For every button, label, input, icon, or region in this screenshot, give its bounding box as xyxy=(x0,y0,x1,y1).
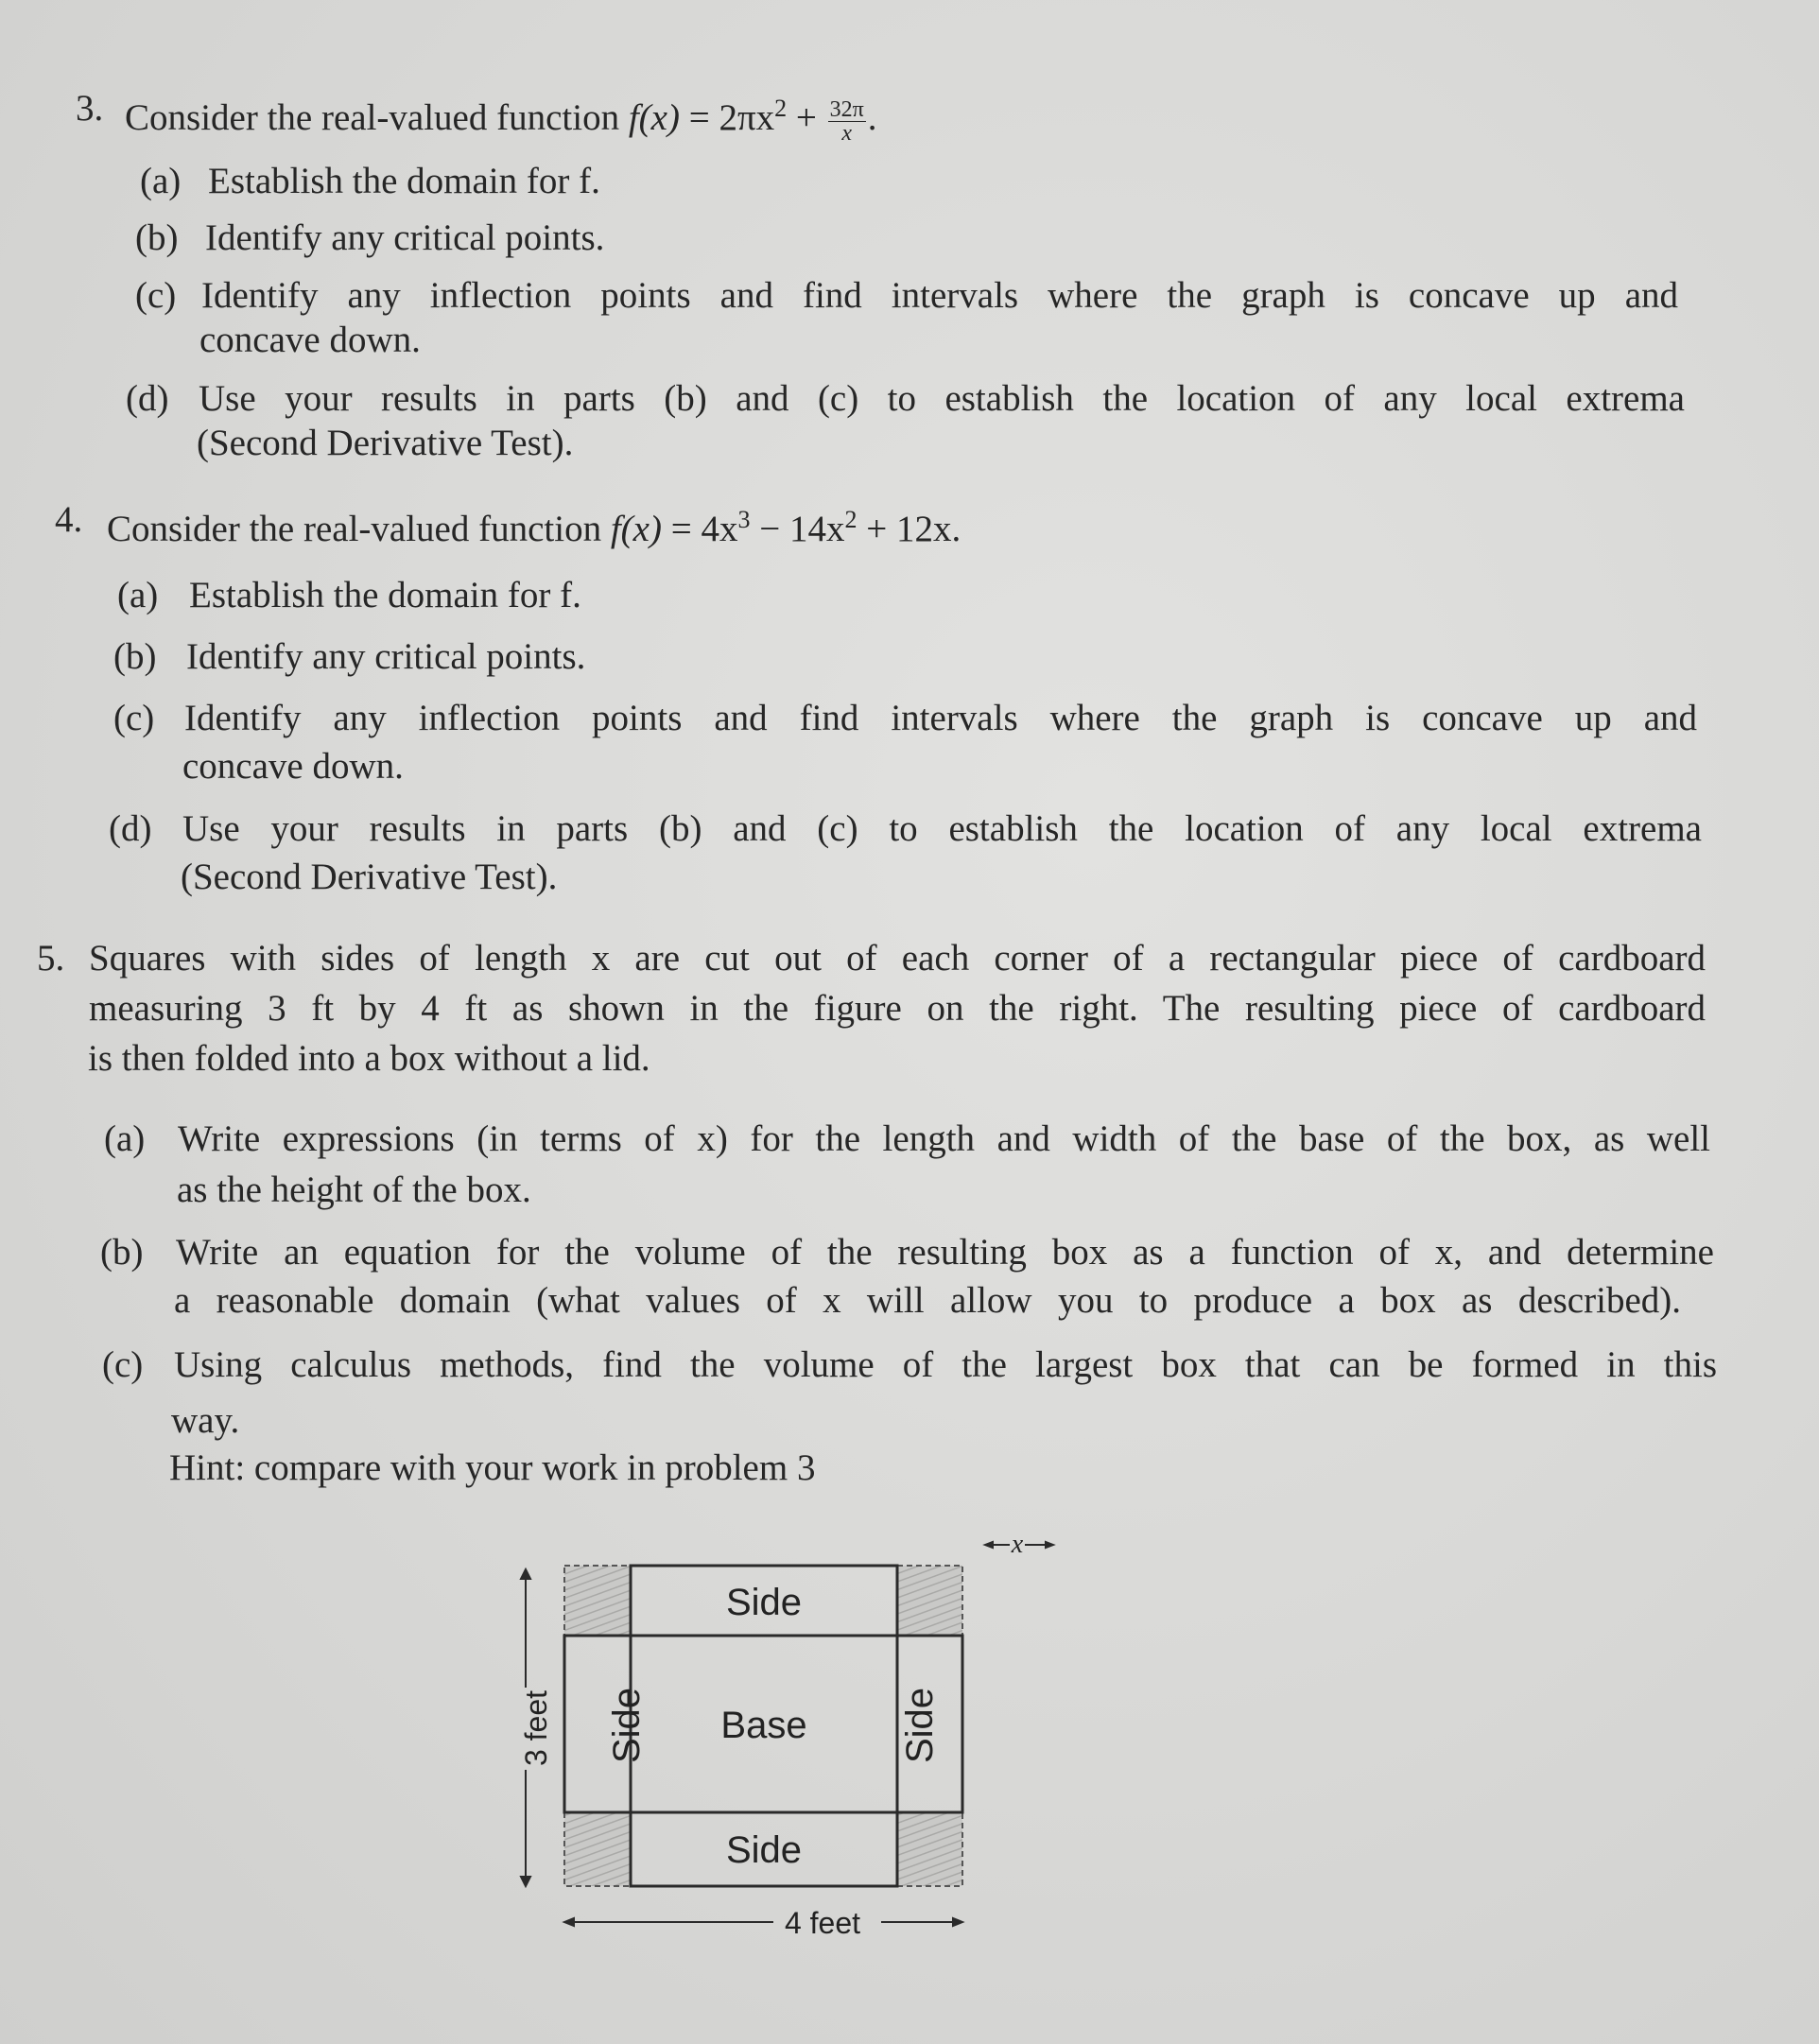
function-name: f(x) xyxy=(610,509,662,549)
cut-corner-bottom-left xyxy=(564,1812,631,1886)
function-term: = 2πx xyxy=(679,97,775,138)
part-label: (b) xyxy=(113,636,157,677)
problem-5-text: Squares with sides of length x are cut out of each corner of a rectangular piece of cardboard xyxy=(89,938,1706,979)
part-text: Write expressions (in terms of x) for the length and width of the base of the box, as well xyxy=(178,1118,1710,1159)
problem-5-text: is then folded into a box without a lid. xyxy=(88,1038,650,1079)
part-text: as the height of the box. xyxy=(177,1169,531,1210)
part-text: Write an equation for the volume of the resulting box as a function of x, and determine xyxy=(176,1232,1714,1273)
hint-text: Hint: compare with your work in problem 3 xyxy=(169,1447,816,1488)
height-label: 3 feet xyxy=(519,1689,553,1767)
part-text: Identify any inflection points and find intervals where the graph is concave up and xyxy=(201,275,1678,316)
part-text: (Second Derivative Test). xyxy=(181,857,558,897)
part-label: (c) xyxy=(135,275,177,316)
part-label: (d) xyxy=(109,808,152,849)
side-top-label: Side xyxy=(725,1582,803,1623)
exponent: 2 xyxy=(774,95,788,122)
part-text: Identify any critical points. xyxy=(186,636,586,677)
width-dimension xyxy=(564,1918,962,1926)
part-text: Use your results in parts (b) and (c) to establish the location of any local extrema xyxy=(199,378,1685,419)
part-label: (a) xyxy=(117,575,159,615)
side-bottom-label: Side xyxy=(725,1829,803,1871)
part-text: a reasonable domain (what values of x will allow you to produce a box as described). xyxy=(174,1280,1681,1321)
part-text: way. xyxy=(171,1400,240,1441)
part-text: Establish the domain for f. xyxy=(189,575,581,615)
problem-5-text: measuring 3 ft by 4 ft as shown in the figure on the right. The resulting piece of cardboard xyxy=(89,988,1706,1029)
part-text: concave down. xyxy=(199,320,421,360)
problem-3-number: 3. xyxy=(76,88,104,129)
exponent: 2 xyxy=(844,506,858,533)
function-term: + 12x. xyxy=(857,509,961,549)
part-text: Use your results in parts (b) and (c) to establish the location of any local extrema xyxy=(182,808,1702,849)
cut-corner-bottom-right xyxy=(897,1812,962,1886)
cut-corner-top-left xyxy=(564,1566,631,1636)
part-label: (c) xyxy=(102,1344,144,1385)
problem-4-number: 4. xyxy=(55,499,83,540)
cut-corner-top-right xyxy=(897,1566,962,1636)
part-text: (Second Derivative Test). xyxy=(197,423,574,463)
problem-4-intro: Consider the real-valued function xyxy=(107,509,602,549)
width-label: 4 feet xyxy=(784,1906,861,1940)
part-text: concave down. xyxy=(182,746,404,787)
side-left-label: Side xyxy=(606,1687,648,1764)
part-label: (d) xyxy=(126,378,169,419)
part-text: Identify any inflection points and find intervals where the graph is concave up and xyxy=(184,698,1697,738)
function-term: = 4x xyxy=(661,509,738,549)
part-label: (a) xyxy=(140,161,182,201)
part-text: Establish the domain for f. xyxy=(208,161,600,201)
fraction-numerator: 32π xyxy=(829,96,864,122)
period: . xyxy=(867,97,877,138)
problem-5-number: 5. xyxy=(37,938,65,979)
plus-sign: + xyxy=(787,97,826,138)
function-term: − 14x xyxy=(750,509,845,549)
base-label: Base xyxy=(720,1705,807,1746)
x-label: x xyxy=(1011,1530,1024,1559)
part-label: (b) xyxy=(100,1232,144,1273)
part-label: (b) xyxy=(135,217,179,258)
exponent: 3 xyxy=(737,506,751,533)
part-label: (c) xyxy=(113,698,155,738)
fraction-denominator: x xyxy=(841,120,853,146)
problem-3-intro: Consider the real-valued function xyxy=(125,97,620,138)
function-name: f(x) xyxy=(628,97,680,138)
part-label: (a) xyxy=(104,1118,146,1159)
part-text: Using calculus methods, find the volume of the largest box that can be formed in this xyxy=(174,1344,1717,1385)
part-text: Identify any critical points. xyxy=(205,217,605,258)
side-right-label: Side xyxy=(899,1687,941,1764)
